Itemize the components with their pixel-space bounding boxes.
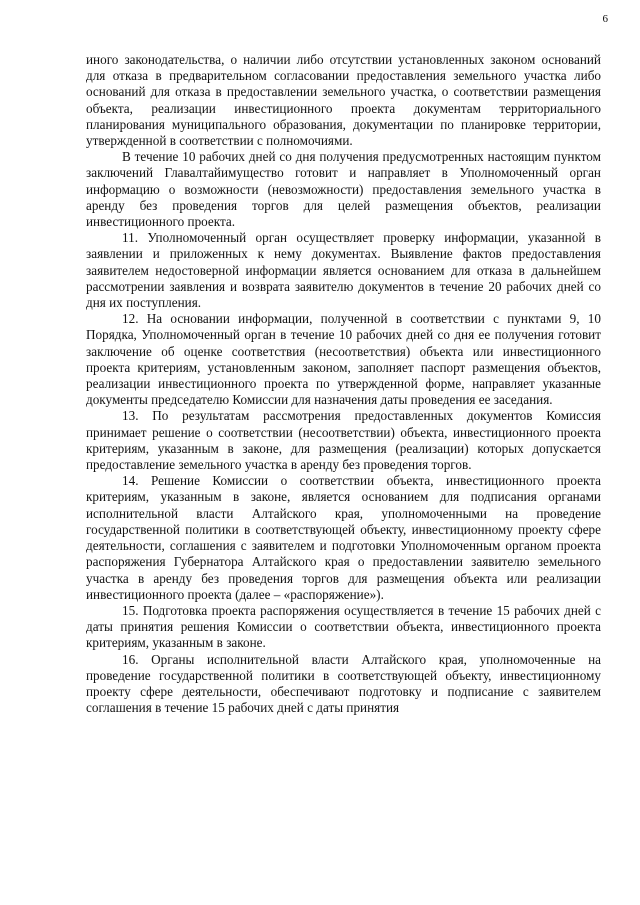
- document-body: [86, 52, 601, 716]
- paragraph-13: 13. По результатам рассмотрения предоставленных документов Комиссия принимает решение о соответствии (несоответствии) объекта, инвестиционного проекта критериям, указанным в законе, для размещения (реализации) которых допускается предоставление земельного участка в аренду без проведения торгов.: [86, 408, 601, 473]
- paragraph-12: 12. На основании информации, полученной в соответствии с пунктами 9, 10 Порядка, Уполномоченный орган в течение 10 рабочих дней со дня ее получения готовит заключение об оценке соответствия (несоответствия) объекта или инвестиционного проекта критериям, установленным законом, заполняет паспорт размещения объектов, реализации инвестиционного проекта по утвержденной форме, направляет указанные документы председателю Комиссии для назначения даты проведения ее заседания.: [86, 311, 601, 408]
- paragraph-11: 11. Уполномоченный орган осуществляет проверку информации, указанной в заявлении и приложенных к нему документах. Выявление фактов предоставления заявителем недостоверной информации является основанием для отказа в дальнейшем рассмотрении заявления и возврата заявителю документов в течение 20 рабочих дней со дня их поступления.: [86, 230, 601, 311]
- paragraph-16: 16. Органы исполнительной власти Алтайского края, уполномоченные на проведение государственной политики в соответствующей объекту, инвестиционному проекту сфере деятельности, обеспечивают подготовку и подписание с заявителем соглашения в течение 15 рабочих дней с даты принятия: [86, 651, 601, 716]
- paragraph-15: 15. Подготовка проекта распоряжения осуществляется в течение 15 рабочих дней с даты принятия решения Комиссии о соответствии объекта, инвестиционного проекта критериям, указанным в законе.: [86, 602, 601, 651]
- paragraph-14: 14. Решение Комиссии о соответствии объекта, инвестиционного проекта критериям, указанным в законе, является основанием для подписания органами исполнительной власти Алтайского края, уполномоченными на проведение государственной политики в соответствующей объекту, инвестиционному проекту сфере деятельности, соглашения с заявителем и подготовки Уполномоченным органом проекта распоряжения Губернатора Алтайского края о предоставлении заявителю земельного участка в аренду без проведения торгов для размещения объекта или реализации инвестиционного проекта (далее – «распоряжение»).: [86, 473, 601, 602]
- page-number: 6: [602, 13, 608, 25]
- paragraph-glavaltayimushchestvo: В течение 10 рабочих дней со дня получения предусмотренных настоящим пунктом заключений Главалтайимущество готовит и направляет в Уполномоченный орган информацию о возможности (невозможности) предоставления земельного участка в аренду без проведения торгов для целей размещения объектов, реализации инвестиционного проекта.: [86, 149, 601, 230]
- paragraph-continuation: иного законодательства, о наличии либо отсутствии установленных законом оснований для отказа в предварительном согласовании предоставления земельного участка либо оснований для отказа в предоставлении земельного участка, о соответствии размещения объекта, реализации инвестиционного проекта документам территориального планирования муниципального образования, документации по планировке территории, утвержденной в соответствии с полномочиями.: [86, 52, 601, 149]
